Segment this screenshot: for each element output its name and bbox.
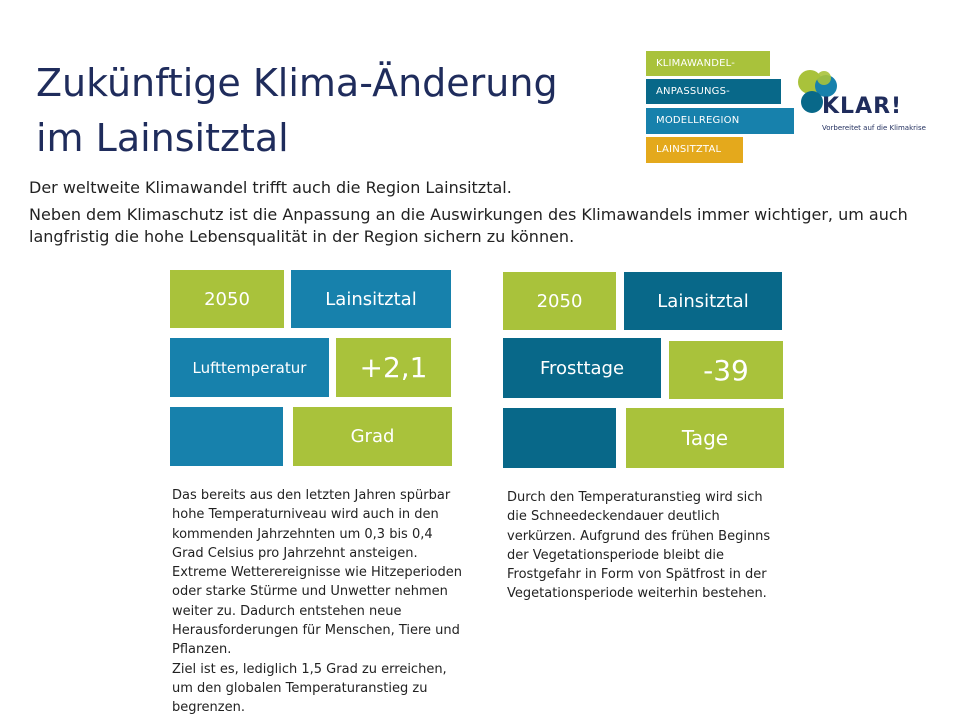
left-decor-tile (170, 407, 283, 466)
right-description-line: der Vegetationsperiode bleibt die (507, 547, 724, 563)
klar-logo (796, 68, 936, 140)
left-description-line: begrenzen. (172, 700, 245, 716)
left-unit-tile: Grad (293, 407, 452, 466)
left-metric-tile: Lufttemperatur (170, 338, 329, 397)
left-description (172, 486, 472, 718)
left-description-line: Grad Celsius pro Jahrzehnt ansteigen. (172, 545, 418, 561)
right-description-line: Durch den Temperaturanstieg wird sich (507, 490, 763, 505)
left-description-line: oder starke Stürme und Unwetter nehmen (172, 584, 448, 600)
left-description-line: Das bereits aus den letzten Jahren spürbar (172, 488, 451, 503)
right-year-tile: 2050 (503, 272, 616, 330)
klar-tag-modellregion: MODELLREGION (646, 108, 794, 134)
left-description-line: Extreme Wetterereignisse wie Hitzeperioden (172, 565, 462, 581)
left-description-line: weiter zu. Dadurch entstehen neue (172, 603, 402, 619)
page-title-line-1: Zukünftige Klima-Änderung (36, 61, 558, 105)
klar-tag-lainsitztal: LAINSITZTAL (646, 137, 743, 163)
page-title-line-2: im Lainsitztal (36, 116, 289, 160)
left-description-line: Ziel ist es, lediglich 1,5 Grad zu erreichen, (172, 661, 447, 677)
intro-line-1: Der weltweite Klimawandel trifft auch die Region Lainsitztal. (29, 178, 512, 197)
right-region-tile: Lainsitztal (624, 272, 782, 330)
right-description-line: Vegetationsperiode weiterhin bestehen. (507, 586, 767, 602)
page-title (36, 56, 636, 166)
left-description-line: hohe Temperaturniveau wird auch in den (172, 507, 439, 523)
right-decor-tile (503, 408, 616, 468)
left-description-line: kommenden Jahrzehnten um 0,3 bis 0,4 (172, 526, 433, 542)
right-value-tile: -39 (669, 341, 783, 399)
right-description-line: Frostgefahr in Form von Spätfrost in der (507, 567, 767, 583)
right-description-line: die Schneedeckendauer deutlich (507, 509, 720, 525)
left-description-line: Pflanzen. (172, 642, 232, 658)
right-description (507, 488, 797, 604)
left-description-line: um den globalen Temperaturanstieg zu (172, 680, 428, 696)
klar-tag-anpassungs: ANPASSUNGS- (646, 79, 781, 104)
klar-logo-subtitle: Vorbereitet auf die Klimakrise (822, 124, 926, 132)
klar-logo-text: KLAR! (822, 94, 903, 119)
left-description-line: Herausforderungen für Menschen, Tiere und (172, 623, 460, 639)
right-description-line: verkürzen. Aufgrund des frühen Beginns (507, 528, 771, 544)
left-value-tile: +2,1 (336, 338, 451, 397)
left-region-tile: Lainsitztal (291, 270, 451, 328)
right-unit-tile: Tage (626, 408, 784, 468)
klar-tag-klimawandel: KLIMAWANDEL- (646, 51, 770, 76)
right-metric-tile: Frosttage (503, 338, 661, 398)
intro-line-2: Neben dem Klimaschutz ist die Anpassung an die Auswirkungen des Klimawandels immer wichtiger, um auch langfristig die hohe Lebensqualität in der Region sichern zu können. (29, 205, 908, 246)
left-year-tile: 2050 (170, 270, 284, 328)
